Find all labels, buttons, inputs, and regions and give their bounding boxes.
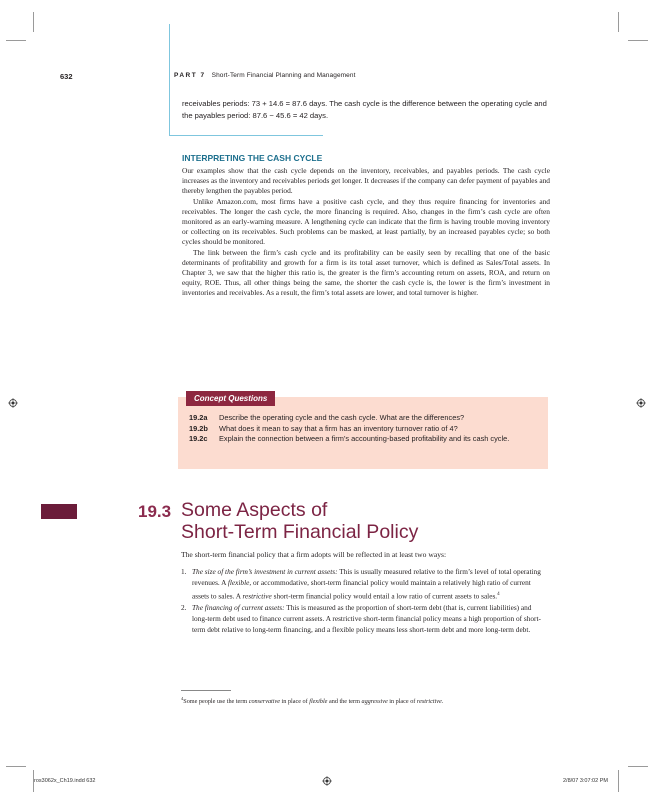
margin-rule <box>169 24 170 136</box>
example-continuation: receivables periods: 73 + 14.6 = 87.6 days. The cash cycle is the difference between the operating cycle and the payables period: 87.6 − 45.6 = 42 days. <box>182 99 547 120</box>
paragraph: Our examples show that the cash cycle depends on the inventory, receivables, and payables periods. The cash cycle increases as the inventory and receivables periods get longer. It decreases if the company can defer payment of payables and thereby lengthen the payables period. <box>182 166 550 196</box>
margin-rule <box>169 135 323 136</box>
registration-mark-icon <box>322 776 332 786</box>
page-number: 632 <box>60 72 73 81</box>
list-item: 19.2a Describe the operating cycle and the cash cycle. What are the differences? <box>189 413 465 422</box>
crop-mark <box>33 12 34 32</box>
registration-mark-icon <box>8 398 18 408</box>
list-item: 2. The financing of current assets: This is measured as the proportion of short-term debt (that is, current liabilities) and long-term debt used to finance current assets. A restrictive short-term financial policy means a high proportion of short-term debt relative to long-term financing, and a flexible policy means less short-term debt and more long-term debt. <box>181 602 541 635</box>
section-title: Some Aspects of Short-Term Financial Policy <box>181 499 419 543</box>
part-title: Short-Term Financial Planning and Management <box>211 72 356 79</box>
crop-mark <box>618 12 619 32</box>
crop-mark <box>618 770 619 792</box>
list-item: 1. The size of the firm’s investment in current assets: This is usually measured relative to the firm’s level of total operating revenues. A flexible, or accommodative, short-term financial policy would maintain a relatively high ratio of current assets to sales. A restrictive short-term financial policy would entail a low ratio of current assets to sales.$^4$ <box>181 567 541 601</box>
registration-mark-icon <box>636 398 646 408</box>
concept-questions-list <box>189 413 541 445</box>
section-number: 19.3 <box>138 502 172 521</box>
list-item: 19.2c Explain the connection between a firm’s accounting-based profitability and its cash cycle. <box>189 434 510 443</box>
section-heading: INTERPRETING THE CASH CYCLE <box>182 153 323 163</box>
footnote-rule <box>181 690 231 691</box>
crop-mark <box>628 40 648 41</box>
list-item: 19.2b What does it mean to say that a firm has an inventory turnover ratio of 4? <box>189 423 458 433</box>
numbered-list <box>181 566 547 636</box>
footnote: $^4$Some people use the term conservative in place of flexible and the term aggressive in place of restrictive. <box>181 696 444 706</box>
crop-mark <box>6 40 26 41</box>
part-label: PART 7 <box>174 72 206 79</box>
crop-mark <box>6 766 26 767</box>
concept-questions-title: Concept Questions <box>186 391 275 406</box>
section-marker <box>41 504 77 519</box>
paragraph: Unlike Amazon.com, most firms have a positive cash cycle, and they thus require financing for inventories and receivables. The longer the cash cycle, the more financing is required. Also, changes in the firm’s cash cycle are often monitored as an early-warning measure. A lengthening cycle can indicate that the firm is having trouble moving inventory or collecting on its receivables. Such problems can be masked, at least partially, by an increased payables cycle; so both cycles should be monitored. <box>182 196 550 247</box>
running-head <box>174 72 356 79</box>
crop-mark <box>628 766 648 767</box>
body-text <box>182 166 550 299</box>
print-file-label: ros3062x_Ch19.indd 632 <box>34 778 96 784</box>
paragraph: The link between the firm’s cash cycle and its profitability can be easily seen by recalling that one of the basic determinants of profitability and growth for a firm is its total asset turnover, which is defined as Sales/Total assets. In Chapter 3, we saw that the higher this ratio is, the greater is the firm’s accounting return on assets, ROA, and return on equity, ROE. Thus, all other things being the same, the shorter the cash cycle is, the lower is the firm’s investment in inventories and receivables. As a result, the firm’s total assets are lower, and total turnover is higher. <box>182 247 550 298</box>
print-date-label: 2/8/07 3:07:02 PM <box>563 778 608 784</box>
section-intro: The short-term financial policy that a firm adopts will be reflected in at least two ways: <box>181 550 447 559</box>
